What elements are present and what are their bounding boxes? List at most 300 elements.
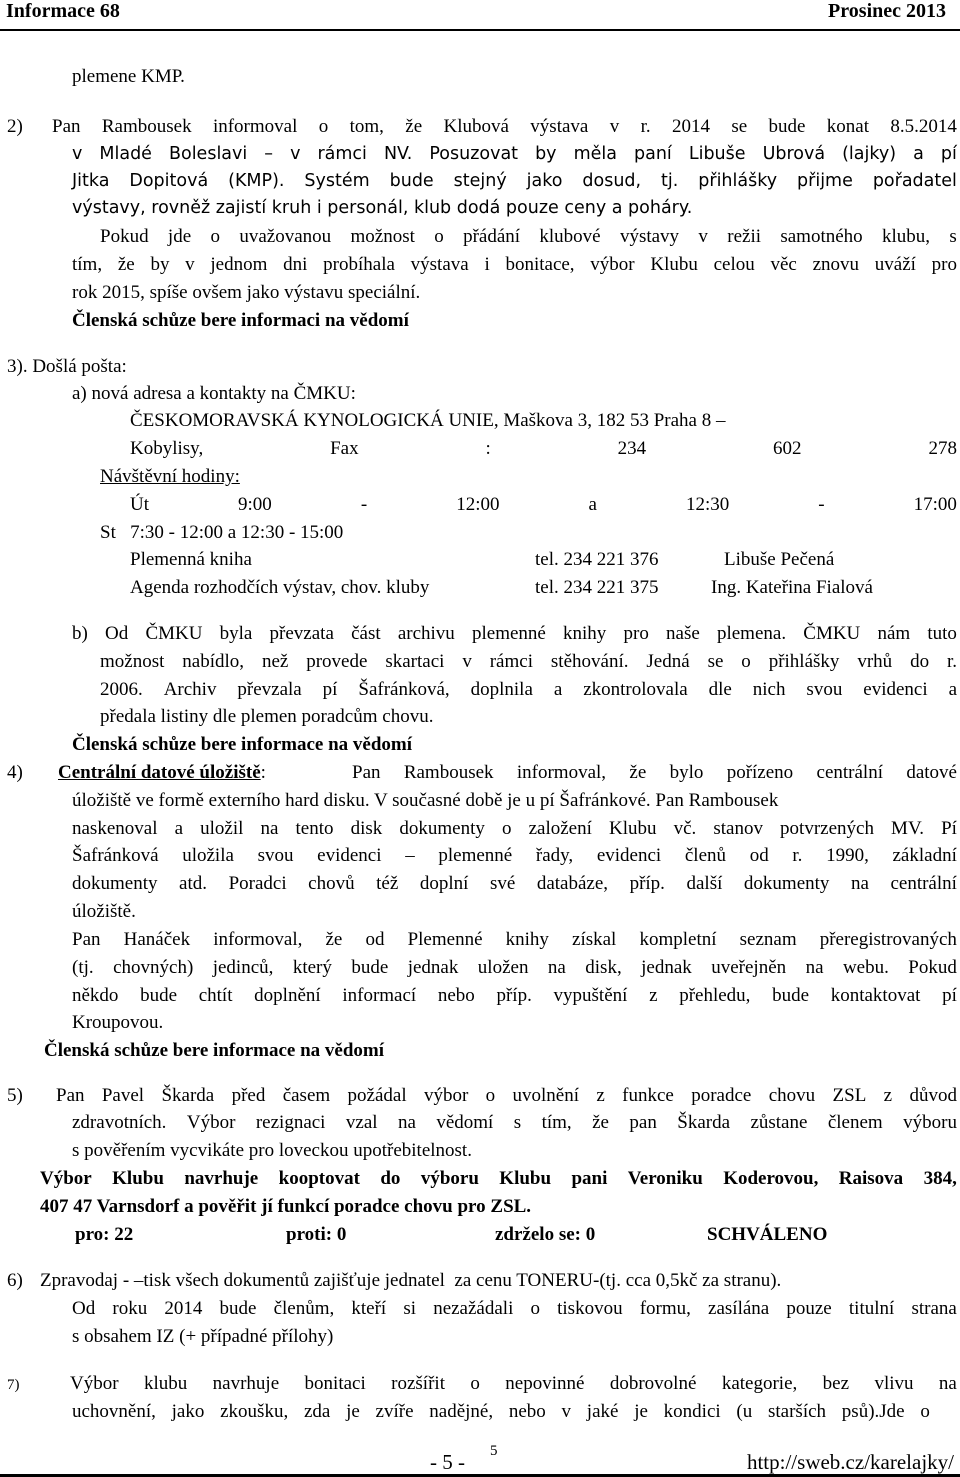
word: zda	[303, 1401, 331, 1422]
word: webu.	[842, 957, 889, 978]
word: zasílána	[708, 1298, 770, 1319]
word: klubové	[539, 226, 601, 247]
word: kompletní	[639, 929, 717, 950]
word: v	[290, 144, 301, 164]
word: získal	[572, 929, 617, 950]
word: atd.	[179, 873, 208, 894]
word: formu,	[639, 1298, 691, 1319]
word: by	[535, 144, 557, 164]
word: konat	[826, 116, 870, 137]
word: přihlášky	[768, 651, 840, 672]
word: pani	[571, 1168, 608, 1189]
word: uveřejněn	[711, 957, 787, 978]
word: si	[403, 1298, 417, 1319]
word: na	[260, 818, 279, 839]
word: přihlášky	[698, 171, 778, 191]
word: 384,	[923, 1168, 957, 1189]
word: celou	[713, 254, 755, 275]
word: kteří	[351, 1298, 387, 1319]
word: knihy	[505, 929, 549, 950]
word: zkontrolovala	[583, 679, 688, 700]
word: ČMKU	[803, 623, 861, 644]
item6-number: 6)	[7, 1270, 23, 1291]
word: a	[174, 818, 184, 839]
word: Výbor	[70, 1373, 119, 1394]
word: dle	[708, 679, 732, 700]
word: uvažovanou	[239, 226, 332, 247]
word: nepovinné	[505, 1373, 585, 1394]
word: založení	[528, 818, 592, 839]
word: 602	[773, 438, 802, 459]
vote-abstained: zdrželo se: 0	[495, 1224, 596, 1245]
word: 2014	[164, 1298, 203, 1319]
contact2-person: Ing. Kateřina Fialová	[711, 577, 873, 598]
word: 2006.	[100, 679, 143, 700]
word: pí	[322, 679, 338, 700]
word: Pan	[56, 1085, 85, 1106]
word: měla	[573, 144, 617, 164]
word: důvod	[909, 1085, 957, 1106]
word: do	[910, 651, 930, 672]
cmku-address-line1: ČESKOMORAVSKÁ KYNOLOGICKÁ UNIE, Maškova 3, 182 53 Praha 8 –	[130, 410, 726, 431]
word: informací	[342, 985, 417, 1006]
page-number-superscript: 5	[490, 1443, 498, 1459]
item5-line1	[56, 1085, 957, 1107]
word: nebo	[437, 985, 475, 1006]
word: příp.	[496, 985, 532, 1006]
word: že	[629, 762, 647, 783]
header-left: Informace 68	[6, 0, 120, 22]
word: Od	[72, 1298, 96, 1319]
word: z	[883, 1085, 893, 1106]
word: poradce	[691, 1085, 752, 1106]
cmku-address-line2	[130, 438, 957, 460]
word: Ubrová	[762, 144, 826, 164]
word: Út	[130, 494, 149, 515]
word: chovu	[768, 1085, 816, 1106]
word: z	[596, 1085, 605, 1106]
item1-continuation: plemene KMP.	[72, 66, 185, 87]
word: knihy	[563, 623, 607, 644]
word: evidenci	[317, 845, 382, 866]
word: o	[741, 651, 751, 672]
word: na	[547, 957, 566, 978]
word: v	[462, 651, 472, 672]
word: pro	[931, 254, 957, 275]
word: Kobylisy,	[130, 438, 204, 459]
word: a	[948, 679, 957, 700]
word: naše	[666, 623, 700, 644]
word: evidenci	[863, 679, 928, 700]
word: tím,	[541, 1112, 572, 1133]
word: byla	[219, 623, 253, 644]
word: výbor	[423, 1085, 469, 1106]
word: uložila	[182, 845, 234, 866]
item2-line4: výstavy, rovněž zajistí kruh i personál, klub dodá pouze ceny a poháry.	[72, 198, 693, 218]
word: archivu	[397, 623, 455, 644]
word: Pan	[352, 762, 381, 783]
word: členů	[684, 845, 727, 866]
word: bude	[772, 985, 810, 1006]
item2-para-line3: rok 2015, spíše ovšem jako výstavu speciální.	[72, 282, 421, 303]
word: zůstane	[750, 1112, 808, 1133]
word: o	[434, 226, 444, 247]
word: část	[351, 623, 381, 644]
word: přeregistrovaných	[819, 929, 957, 950]
word: příp.	[629, 873, 665, 894]
word: doplnila	[470, 679, 533, 700]
word: Klubu	[499, 1168, 552, 1189]
word: doplnění	[254, 985, 321, 1006]
word: Šafránková,	[358, 679, 450, 700]
word: na	[805, 957, 824, 978]
word: výstava	[530, 116, 589, 137]
word: v	[185, 254, 195, 275]
header-right: Prosinec 2013	[828, 0, 946, 22]
item4-line8	[72, 957, 957, 979]
vote-result: SCHVÁLENO	[707, 1224, 828, 1245]
word: pořízeno	[726, 762, 794, 783]
word: Výbor	[186, 1112, 236, 1133]
item2-line3	[72, 171, 957, 191]
word: paní	[634, 144, 672, 164]
word: dosud,	[582, 171, 642, 191]
word: Posuzovat	[429, 144, 519, 164]
word: o	[530, 1298, 540, 1319]
word: Škarda	[677, 1112, 731, 1133]
item5-proposal-line2: 407 47 Varnsdorf a pověřit jí funkcí poradce chovu pro ZSL.	[40, 1196, 532, 1217]
word: Pokud	[100, 226, 149, 247]
contact2-tel: tel. 234 221 375	[535, 577, 659, 598]
item5-line3: s pověřením vycvikáte pro loveckou upotřebitelnost.	[72, 1140, 472, 1161]
word: výboru	[903, 1112, 957, 1133]
word: pouze	[786, 1298, 832, 1319]
word: 8.5.2014	[890, 116, 957, 137]
word: evidenci	[596, 845, 662, 866]
word: Pavel	[101, 1085, 145, 1106]
item3-b-line4: předala listiny dle plemen poradcům chovu.	[100, 706, 434, 727]
visiting-hours-tuesday	[130, 494, 957, 516]
item4-line2: úložiště ve formě externího hard disku. V současné době je u pí Šafránkové. Pan Rambousek	[72, 790, 779, 811]
word: databáze,	[536, 873, 609, 894]
word: že	[592, 1112, 609, 1133]
word: možnost	[100, 651, 165, 672]
item4-line1-rest	[352, 762, 957, 784]
word: stěhování.	[550, 651, 629, 672]
word: Veroniku	[627, 1168, 703, 1189]
word: pí	[940, 144, 957, 164]
word: s	[513, 1112, 522, 1133]
word: rámci	[489, 651, 533, 672]
word: bude	[219, 1298, 257, 1319]
word: disk	[350, 818, 383, 839]
word: bude	[140, 985, 178, 1006]
vote-pro: pro: 22	[75, 1224, 134, 1245]
word: před	[231, 1085, 266, 1106]
word: (u	[736, 1401, 753, 1422]
word: od	[365, 929, 385, 950]
word: potvrzených	[780, 818, 874, 839]
word: jako	[526, 171, 563, 191]
word: Klubu	[608, 818, 657, 839]
word: řady,	[535, 845, 574, 866]
item3-conclusion: Členská schůze bere informace na vědomí	[72, 734, 413, 755]
word: (lajky)	[842, 144, 897, 164]
word: Rambousek	[101, 116, 192, 137]
word: klubu	[143, 1373, 188, 1394]
word: režii	[727, 226, 762, 247]
word: starších	[768, 1401, 827, 1422]
word: centrální	[890, 873, 957, 894]
word: uložen	[477, 957, 529, 978]
word: Koderovou,	[723, 1168, 819, 1189]
item3-heading: 3). Došlá pošta:	[7, 356, 127, 377]
word: r.	[640, 116, 651, 137]
word: v	[698, 226, 708, 247]
word: který	[292, 957, 332, 978]
item4-line6: úložiště.	[72, 901, 136, 922]
word: Klubu	[650, 254, 698, 275]
word: Plemenné	[407, 929, 483, 950]
word: nadějné,	[429, 1401, 494, 1422]
word: pořadatel	[872, 171, 957, 191]
item4-line3	[72, 818, 957, 840]
item7-line2	[72, 1401, 930, 1423]
word: –	[405, 845, 415, 866]
word: vědomí	[436, 1112, 494, 1133]
word: rozšířit	[391, 1373, 445, 1394]
word: navrhuje	[184, 1168, 259, 1189]
word: r.	[946, 651, 957, 672]
contact1-person: Libuše Pečená	[724, 549, 835, 570]
word: strana	[911, 1298, 957, 1319]
word: do	[380, 1168, 401, 1189]
word: převzata	[269, 623, 334, 644]
word: na	[397, 1112, 416, 1133]
word: vlivu	[874, 1373, 914, 1394]
item3-b-line1	[72, 623, 957, 645]
item6-line2	[72, 1298, 957, 1320]
word: o	[210, 226, 220, 247]
word: věc	[770, 254, 797, 275]
word: plemenné	[471, 623, 546, 644]
word: bylo	[669, 762, 704, 783]
word: NV.	[383, 144, 413, 164]
word: dokumenty	[743, 873, 830, 894]
item2-line2	[72, 144, 957, 164]
item4-number: 4)	[7, 762, 23, 783]
word: 1990,	[826, 845, 869, 866]
word: dni	[283, 254, 308, 275]
word: doplní	[419, 873, 469, 894]
word: přehledu,	[679, 985, 751, 1006]
word: je	[634, 1401, 648, 1422]
word: Jitka	[72, 171, 110, 191]
vote-proti: proti: 0	[286, 1224, 347, 1245]
word: pro	[623, 623, 649, 644]
word: plemenné	[438, 845, 513, 866]
word: kondici	[663, 1401, 721, 1422]
word: funkce	[622, 1085, 674, 1106]
word: Fax	[330, 438, 359, 459]
word: zkoušku,	[220, 1401, 289, 1422]
word: 12:00	[456, 494, 500, 515]
word: dokumenty	[72, 873, 158, 894]
word: svou	[806, 679, 843, 700]
item4-line7	[72, 929, 957, 951]
word: Hanáček	[123, 929, 191, 950]
word: jde	[167, 226, 192, 247]
word: a	[588, 494, 597, 515]
word: (tj.	[72, 957, 94, 978]
word: další	[686, 873, 723, 894]
word: jako	[171, 1401, 205, 1422]
word: na	[850, 873, 869, 894]
word: od	[749, 845, 769, 866]
word: Archiv	[163, 679, 217, 700]
word: dokumenty	[399, 818, 485, 839]
word: a	[913, 144, 924, 164]
word: b)	[72, 623, 88, 644]
word: možnost	[350, 226, 415, 247]
word: členům,	[273, 1298, 335, 1319]
word: uváží	[874, 254, 916, 275]
word: tím,	[72, 254, 103, 275]
item7-number: 7)	[7, 1377, 20, 1393]
word: členem	[827, 1112, 883, 1133]
word: nám	[877, 623, 911, 644]
word: nezažádali	[433, 1298, 514, 1319]
word: 17:00	[913, 494, 957, 515]
word: Boleslavi	[168, 144, 248, 164]
item3-a-label: a) nová adresa a kontakty na ČMKU:	[72, 383, 356, 404]
page-number: - 5 -	[430, 1450, 465, 1474]
item4-conclusion: Členská schůze bere informace na vědomí	[44, 1040, 385, 1061]
word: časem	[282, 1085, 331, 1106]
item6-line1: Zpravodaj - –tisk všech dokumentů zajišťuje jednatel za cenu TONERU-(tj. cca 0,5kč za stranu).	[40, 1270, 782, 1291]
word: –	[264, 144, 274, 164]
item4-line10: Kroupovou.	[72, 1012, 164, 1033]
word: někdo	[72, 985, 119, 1006]
word: kontaktovat	[830, 985, 921, 1006]
word: Pí	[941, 818, 957, 839]
word: uchovnění,	[72, 1401, 156, 1422]
item5-line2	[72, 1112, 957, 1134]
word: Libuše	[688, 144, 746, 164]
word: psů).Jde	[841, 1401, 905, 1422]
item3-b-line2	[100, 651, 957, 673]
word: (KMP).	[228, 171, 285, 191]
word: stanov	[713, 818, 763, 839]
word: uložil	[200, 818, 244, 839]
word: o	[485, 1085, 496, 1106]
word: samotného	[780, 226, 863, 247]
word: vypuštění	[553, 985, 628, 1006]
word: stejný	[453, 171, 507, 191]
word: Mladé	[99, 144, 152, 164]
word: vzal	[345, 1112, 378, 1133]
word: Poradci	[228, 873, 287, 894]
item5-number: 5)	[7, 1085, 23, 1106]
word: by	[150, 254, 170, 275]
word: pí	[942, 985, 957, 1006]
word: s	[949, 226, 957, 247]
word: Pokud	[908, 957, 957, 978]
word: tuto	[927, 623, 957, 644]
word: jednak	[407, 957, 459, 978]
word: o	[318, 116, 329, 137]
word: přádání	[463, 226, 521, 247]
item4-title-text: Centrální datové úložiště	[58, 762, 261, 783]
word: zvíře	[375, 1401, 414, 1422]
word: tento	[295, 818, 334, 839]
word: že	[325, 929, 343, 950]
word: Šafránková	[72, 845, 159, 866]
item7-line1	[70, 1373, 957, 1395]
word: přijme	[797, 171, 853, 191]
word: o	[501, 818, 512, 839]
word: 234	[617, 438, 647, 459]
word: převzala	[237, 679, 302, 700]
word: naskenoval	[72, 818, 158, 839]
word: Výbor	[40, 1168, 92, 1189]
word: rezignaci	[255, 1112, 326, 1133]
word: skartaci	[385, 651, 445, 672]
word: v	[609, 116, 620, 137]
word: vrhů	[857, 651, 893, 672]
word: se	[731, 116, 748, 137]
word: výstavy	[619, 226, 680, 247]
header-rule	[0, 29, 960, 31]
item6-line3: s obsahem IZ (+ případné přílohy)	[72, 1326, 334, 1347]
word: disk,	[585, 957, 622, 978]
contact2-name: Agenda rozhodčích výstav, chov. kluby	[130, 577, 430, 598]
word: pan	[629, 1112, 657, 1133]
word: též	[376, 873, 399, 894]
word: informoval	[212, 116, 298, 137]
item2-number: 2)	[7, 116, 23, 137]
footer-url[interactable]: http://sweb.cz/karelajky/	[746, 1450, 954, 1474]
item2-para-line1	[100, 226, 957, 248]
word: své	[489, 873, 516, 894]
word: ZSL	[832, 1085, 867, 1106]
word: Rambousek	[403, 762, 494, 783]
word: Systém	[304, 171, 370, 191]
item4-line5	[72, 873, 957, 895]
word: -	[818, 494, 825, 515]
word: o	[470, 1373, 480, 1394]
word: rámci	[317, 144, 367, 164]
word: nich	[752, 679, 786, 700]
word: v	[561, 1401, 572, 1422]
word: MV.	[891, 818, 924, 839]
word: datové	[906, 762, 957, 783]
word: o	[920, 1401, 930, 1422]
word: provede	[306, 651, 368, 672]
word: :	[485, 438, 491, 459]
word: jaké	[586, 1401, 619, 1422]
word: je	[346, 1401, 360, 1422]
word: výbor	[590, 254, 635, 275]
word: jedinců,	[212, 957, 274, 978]
word: Škarda	[161, 1085, 215, 1106]
word: r.	[792, 845, 803, 866]
word: výboru	[420, 1168, 479, 1189]
word: titulní	[848, 1298, 895, 1319]
word: a	[553, 679, 563, 700]
word: chovných)	[113, 957, 194, 978]
word: bonitaci	[304, 1373, 366, 1394]
